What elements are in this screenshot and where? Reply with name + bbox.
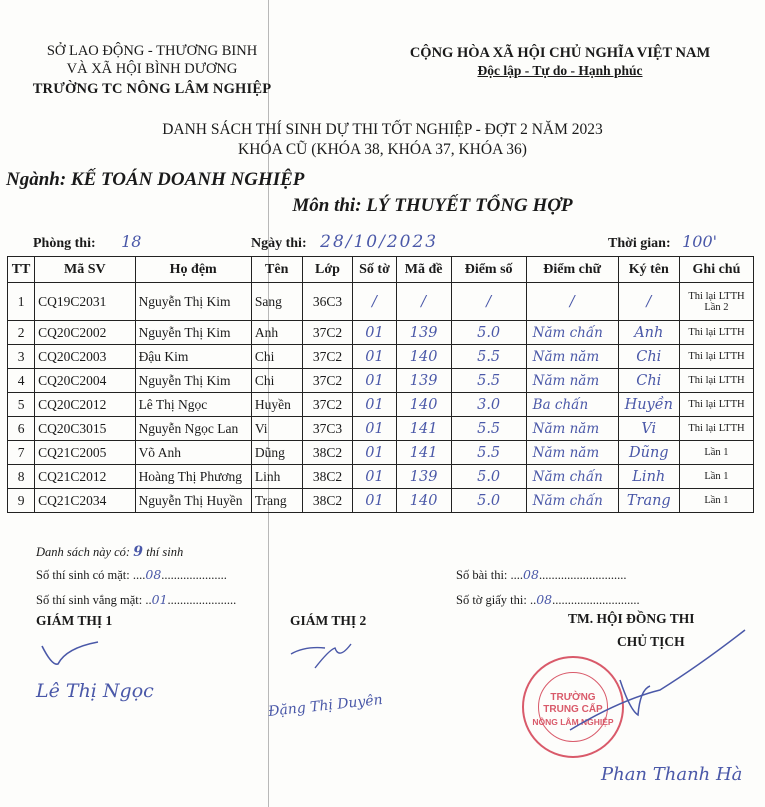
table-row [8,283,754,321]
council-title: TM. HỘI ĐỒNG THI [568,611,695,626]
table-header-row [8,257,754,283]
cell-ho-dem: Nguyễn Thị Kim [135,369,251,393]
cell-ma-sv: CQ20C2004 [35,369,135,393]
cell-so-to: 01 [353,321,396,345]
cell-ho-dem: Võ Anh [135,441,251,465]
cell-ky-ten: / [618,283,679,321]
proctor2-signature-mark [285,640,355,674]
room-field [33,232,141,252]
cell-ma-sv: CQ19C2031 [35,283,135,321]
subject-heading: Môn thi: LÝ THUYẾT TỔNG HỢP [292,195,573,216]
cell-so-to: 01 [353,417,396,441]
table-row [8,345,754,369]
cell-diem-so: 5.0 [451,321,526,345]
col-header: Ký tên [618,257,679,283]
cell-lop: 37C3 [302,417,353,441]
dotted-leader: ..................... [161,568,227,582]
cell-ghi-chu: Lần 1 [679,489,753,513]
cell-tt: 2 [8,321,35,345]
cell-ky-ten: Linh [618,465,679,489]
cell-tt: 7 [8,441,35,465]
papers-label: Số bài thi: .... [456,568,524,582]
cell-ky-ten: Dũng [618,441,679,465]
dept-line1: SỞ LAO ĐỘNG - THƯƠNG BINH [46,43,258,59]
count-note-value: 9 [133,544,143,560]
cell-ma-sv: CQ20C2012 [35,393,135,417]
dept-line2: VÀ XÃ HỘI BÌNH DƯƠNG [66,61,238,77]
date-field [251,232,438,252]
cell-ma-de: / [396,283,451,321]
candidate-table [7,256,754,513]
cell-so-to: / [353,283,396,321]
school-name: TRƯỜNG TC NÔNG LÂM NGHIỆP [32,81,272,97]
room-label: Phòng thi: [33,236,96,251]
room-value: 18 [121,232,142,251]
cell-lop: 38C2 [302,465,353,489]
cell-lop: 37C2 [302,321,353,345]
cell-ten: Vi [251,417,302,441]
title-line2: KHÓA CŨ (KHÓA 38, KHÓA 37, KHÓA 36) [238,141,527,158]
cell-diem-chu: Năm năm [526,417,618,441]
cell-diem-so: 5.5 [451,369,526,393]
cell-ho-dem: Nguyễn Thị Kim [135,283,251,321]
motto: Độc lập - Tự do - Hạnh phúc [477,63,643,78]
ghi-chu-line1: Thi lại LTTH [688,290,745,302]
stamp-line1: TRƯỜNG [550,692,596,703]
cell-lop: 37C2 [302,345,353,369]
date-label: Ngày thi: [251,236,307,251]
dotted-leader: ............................ [538,568,627,582]
dotted-leader: ...................... [167,593,237,607]
cell-ky-ten: Huyền [618,393,679,417]
document-title [0,120,765,160]
cell-tt: 5 [8,393,35,417]
cell-so-to: 01 [353,441,396,465]
cell-so-to: 01 [353,489,396,513]
cell-ma-sv: CQ21C2034 [35,489,135,513]
col-header: TT [8,257,35,283]
cell-so-to: 01 [353,345,396,369]
cell-ten: Anh [251,321,302,345]
cell-ten: Dũng [251,441,302,465]
absent-value: 01 [151,592,168,607]
cell-lop: 38C2 [302,489,353,513]
cell-ghi-chu: Lần 1 [679,465,753,489]
cell-ma-de: 141 [396,417,451,441]
absent-label: Số thí sinh vắng mặt: .. [36,593,152,607]
cell-lop: 38C2 [302,441,353,465]
cell-diem-chu: / [526,283,618,321]
cell-diem-chu: Ba chấn [526,393,618,417]
cell-diem-chu: Năm chấn [526,321,618,345]
papers-value: 08 [523,567,539,582]
sheets-value: 08 [536,592,553,607]
cell-ghi-chu: Lần 1 [679,441,753,465]
cell-so-to: 01 [353,393,396,417]
cell-diem-so: 5.0 [451,465,526,489]
col-header: Ghi chú [679,257,753,283]
time-value: 100' [682,232,718,251]
chair-name: Phan Thanh Hà [601,764,743,785]
count-note-prefix: Danh sách này có: [36,545,131,559]
cell-tt: 9 [8,489,35,513]
table-row [8,369,754,393]
cell-ten: Chi [251,345,302,369]
cell-ten: Linh [251,465,302,489]
cell-diem-so: 5.5 [451,417,526,441]
cell-tt: 3 [8,345,35,369]
count-note [36,544,183,560]
cell-ma-sv: CQ21C2012 [35,465,135,489]
cell-tt: 1 [8,283,35,321]
proctor1-name: Lê Thị Ngọc [36,680,154,702]
count-note-suffix: thí sinh [146,545,184,559]
cell-ky-ten: Chi [618,345,679,369]
sheets-count [456,592,640,608]
col-header: Tên [251,257,302,283]
table-row [8,417,754,441]
cell-ma-sv: CQ20C3015 [35,417,135,441]
date-value: 28/10/2023 [320,232,439,252]
cell-lop: 37C2 [302,393,353,417]
table-row [8,489,754,513]
cell-diem-so: / [451,283,526,321]
sheets-label: Số tờ giấy thi: .. [456,593,537,607]
cell-ghi-chu: Thi lại LTTH [679,417,753,441]
title-line1: DANH SÁCH THÍ SINH DỰ THI TỐT NGHIỆP - ĐỢT 2 NĂM 2023 [162,121,603,138]
present-value: 08 [145,567,162,582]
cell-lop: 37C2 [302,369,353,393]
time-field [608,232,717,252]
col-header: Điểm số [451,257,526,283]
cell-diem-chu: Năm năm [526,369,618,393]
cell-lop: 36C3 [302,283,353,321]
table-row [8,465,754,489]
republic-title: CỘNG HÒA XÃ HỘI CHỦ NGHĨA VIỆT NAM [409,45,711,61]
cell-diem-so: 5.5 [451,345,526,369]
cell-ho-dem: Nguyễn Thị Huyền [135,489,251,513]
cell-ma-sv: CQ20C2002 [35,321,135,345]
cell-ho-dem: Lê Thị Ngọc [135,393,251,417]
col-header: Điểm chữ [526,257,618,283]
header-right [395,44,725,80]
cell-ten: Chi [251,369,302,393]
proctor1-signature-mark [38,638,108,672]
cell-ky-ten: Vi [618,417,679,441]
cell-ma-de: 140 [396,345,451,369]
cell-ho-dem: Nguyễn Ngọc Lan [135,417,251,441]
table-row [8,441,754,465]
cell-ma-de: 140 [396,489,451,513]
table-row [8,321,754,345]
present-count [36,567,227,583]
cell-diem-so: 3.0 [451,393,526,417]
col-header: Mã đề [396,257,451,283]
proctor2-title: GIÁM THỊ 2 [290,613,367,628]
cell-ky-ten: Chi [618,369,679,393]
cell-ky-ten: Anh [618,321,679,345]
cell-ky-ten: Trang [618,489,679,513]
col-header: Mã SV [35,257,135,283]
cell-diem-chu: Năm chấn [526,489,618,513]
time-label: Thời gian: [608,236,671,251]
cell-ma-de: 141 [396,441,451,465]
chair-signature-mark [560,620,750,740]
cell-ghi-chu: Thi lại LTTH [679,393,753,417]
cell-ma-sv: CQ20C2003 [35,345,135,369]
cell-ma-de: 139 [396,321,451,345]
cell-diem-so: 5.5 [451,441,526,465]
cell-ma-de: 139 [396,369,451,393]
cell-ghi-chu: Thi lại LTTH [679,369,753,393]
cell-ma-de: 139 [396,465,451,489]
cell-ho-dem: Nguyễn Thị Kim [135,321,251,345]
chair-title: CHỦ TỊCH [617,634,685,649]
cell-ten: Huyền [251,393,302,417]
cell-ten: Trang [251,489,302,513]
ghi-chu-line2: Lần 2 [704,301,729,313]
cell-diem-chu: Năm năm [526,345,618,369]
col-header: Họ đệm [135,257,251,283]
cell-ho-dem: Hoàng Thị Phương [135,465,251,489]
cell-diem-so: 5.0 [451,489,526,513]
cell-tt: 6 [8,417,35,441]
cell-so-to: 01 [353,465,396,489]
papers-count [456,567,626,583]
cell-ghi-chu: Thi lại LTTH [679,321,753,345]
dotted-leader: ............................ [552,593,640,607]
cell-ma-sv: CQ21C2005 [35,441,135,465]
absent-count [36,592,236,608]
cell-tt: 4 [8,369,35,393]
cell-so-to: 01 [353,369,396,393]
cell-tt: 8 [8,465,35,489]
stamp-line2: TRUNG CẤP [543,704,603,715]
col-header: Số tờ [353,257,396,283]
present-label: Số thí sinh có mặt: .... [36,568,146,582]
header-left [22,42,282,98]
stamp-line3: NÔNG LÂM NGHIỆP [532,717,614,727]
cell-ho-dem: Đậu Kim [135,345,251,369]
table-row [8,393,754,417]
cell-diem-chu: Năm năm [526,441,618,465]
col-header: Lớp [302,257,353,283]
cell-ten: Sang [251,283,302,321]
major-heading: Ngành: KẾ TOÁN DOANH NGHIỆP [6,169,305,190]
cell-ma-de: 140 [396,393,451,417]
cell-diem-chu: Năm chấn [526,465,618,489]
cell-ghi-chu [679,283,753,321]
proctor2-name: Đặng Thị Duyên [267,692,384,720]
cell-ghi-chu: Thi lại LTTH [679,345,753,369]
proctor1-title: GIÁM THỊ 1 [36,613,113,628]
